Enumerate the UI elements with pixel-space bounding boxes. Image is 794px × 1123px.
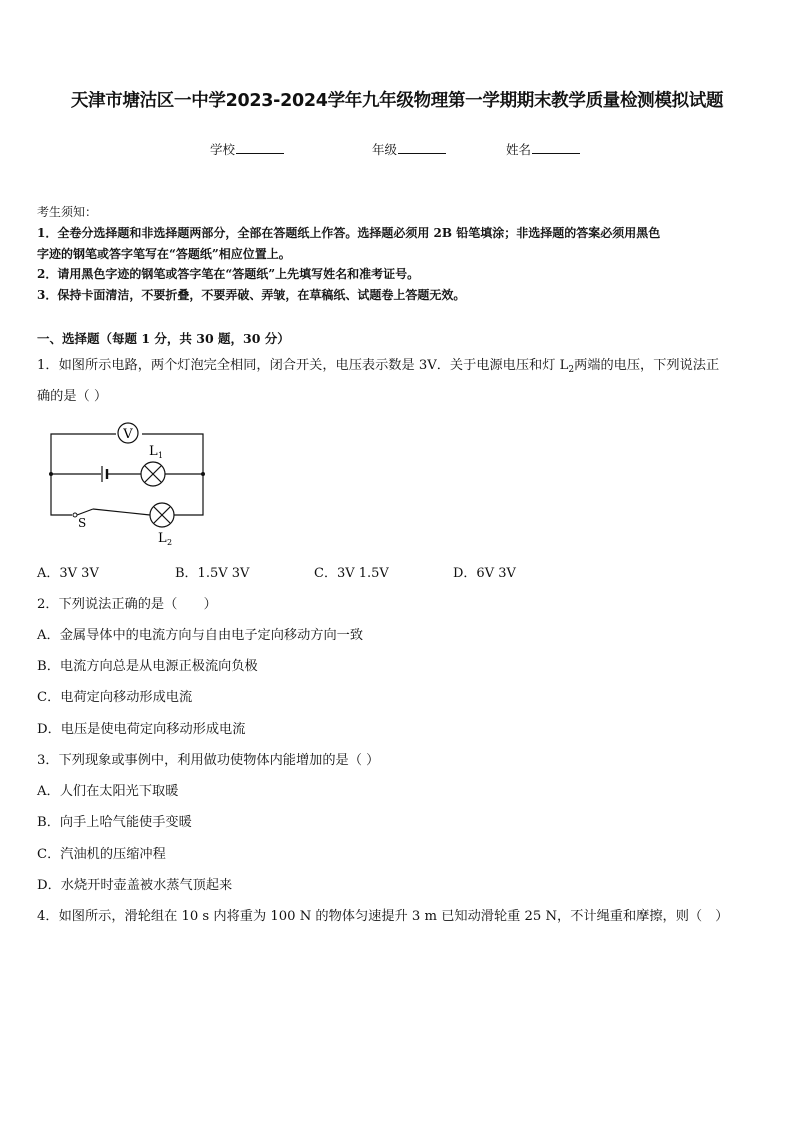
notice-line-3: 2．请用黑色字迹的钢笔或答字笔在“答题纸”上先填写姓名和准考证号。 <box>37 267 420 281</box>
q1-stem-line1 <box>37 354 719 375</box>
q3-option-a: A．人们在太阳光下取暖 <box>37 784 179 799</box>
name-field <box>506 140 580 158</box>
q1-option-d: D．6V 3V <box>453 566 516 581</box>
q2-option-c: C．电荷定向移动形成电流 <box>37 690 193 705</box>
grade-field <box>372 140 446 158</box>
notice-line-2: 字迹的钢笔或答字笔写在“答题纸”相应位置上。 <box>37 247 291 261</box>
q3-stem: 3．下列现象或事例中，利用做功使物体内能增加的是（ ） <box>37 753 380 768</box>
q2-option-d: D．电压是使电荷定向移动形成电流 <box>37 722 246 737</box>
switch-blade <box>77 509 93 515</box>
wire-top-left <box>51 434 116 474</box>
lamp-l1-label: L <box>149 444 158 459</box>
voltmeter-label: V <box>123 427 133 442</box>
school-field <box>210 140 284 158</box>
page-title: 天津市塘沽区一中学2023-2024学年九年级物理第一学期期末教学质量检测模拟试题 <box>70 91 724 111</box>
school-label: 学校 <box>210 142 236 157</box>
lamp-l1-sub: 1 <box>158 451 164 460</box>
q2-option-a: A．金属导体中的电流方向与自由电子定向移动方向一致 <box>37 628 364 643</box>
grade-label: 年级 <box>372 142 398 157</box>
lamp-l2-sub: 2 <box>167 538 173 547</box>
q1-option-b: B．1.5V 3V <box>175 566 250 581</box>
q1-text-b: 两端的电压，下列说法正 <box>574 358 720 373</box>
school-blank <box>236 141 284 154</box>
lamp-l2-label: L <box>158 531 167 546</box>
q1-sub: 2 <box>568 365 575 375</box>
q1-stem-line2: 确的是（ ） <box>37 389 108 404</box>
q3-option-b: B．向手上哈气能使手变暖 <box>37 815 192 830</box>
q3-option-d: D．水烧开时壶盖被水蒸气顶起来 <box>37 878 233 893</box>
q3-option-c: C．汽油机的压缩冲程 <box>37 847 166 862</box>
q1-option-a: A．3V 3V <box>37 566 99 581</box>
q2-stem: 2．下列说法正确的是（ ） <box>37 597 217 612</box>
section-heading: 一、选择题（每题 1 分，共 30 题，30 分） <box>37 331 290 346</box>
q2-option-b: B．电流方向总是从电源正极流向负极 <box>37 659 258 674</box>
notice-heading: 考生须知： <box>37 205 98 219</box>
battery-icon <box>102 466 107 482</box>
circuit-diagram <box>45 420 215 550</box>
notice-line-4: 3．保持卡面清洁，不要折叠，不要弄破、弄皱，在草稿纸、试题卷上答题无效。 <box>37 288 466 302</box>
q4-stem: 4．如图所示，滑轮组在 10 s 内将重为 100 N 的物体匀速提升 3 m 已知动滑轮重 25 N，不计绳重和摩擦，则（ ） <box>37 909 729 924</box>
name-blank <box>532 141 580 154</box>
notice-line-1: 1．全卷分选择题和非选择题两部分，全部在答题纸上作答。选择题必须用 2B 铅笔填涂；非选择题的答案必须用黑色 <box>37 226 661 240</box>
grade-blank <box>398 141 446 154</box>
name-label: 姓名 <box>506 142 532 157</box>
q1-text-a: 1．如图所示电路，两个灯泡完全相同，闭合开关，电压表示数是 3V．关于电源电压和灯 L <box>37 358 569 373</box>
q1-option-c: C．3V 1.5V <box>314 566 389 581</box>
switch-label: S <box>78 516 87 530</box>
wire-bottom-left <box>51 474 72 515</box>
